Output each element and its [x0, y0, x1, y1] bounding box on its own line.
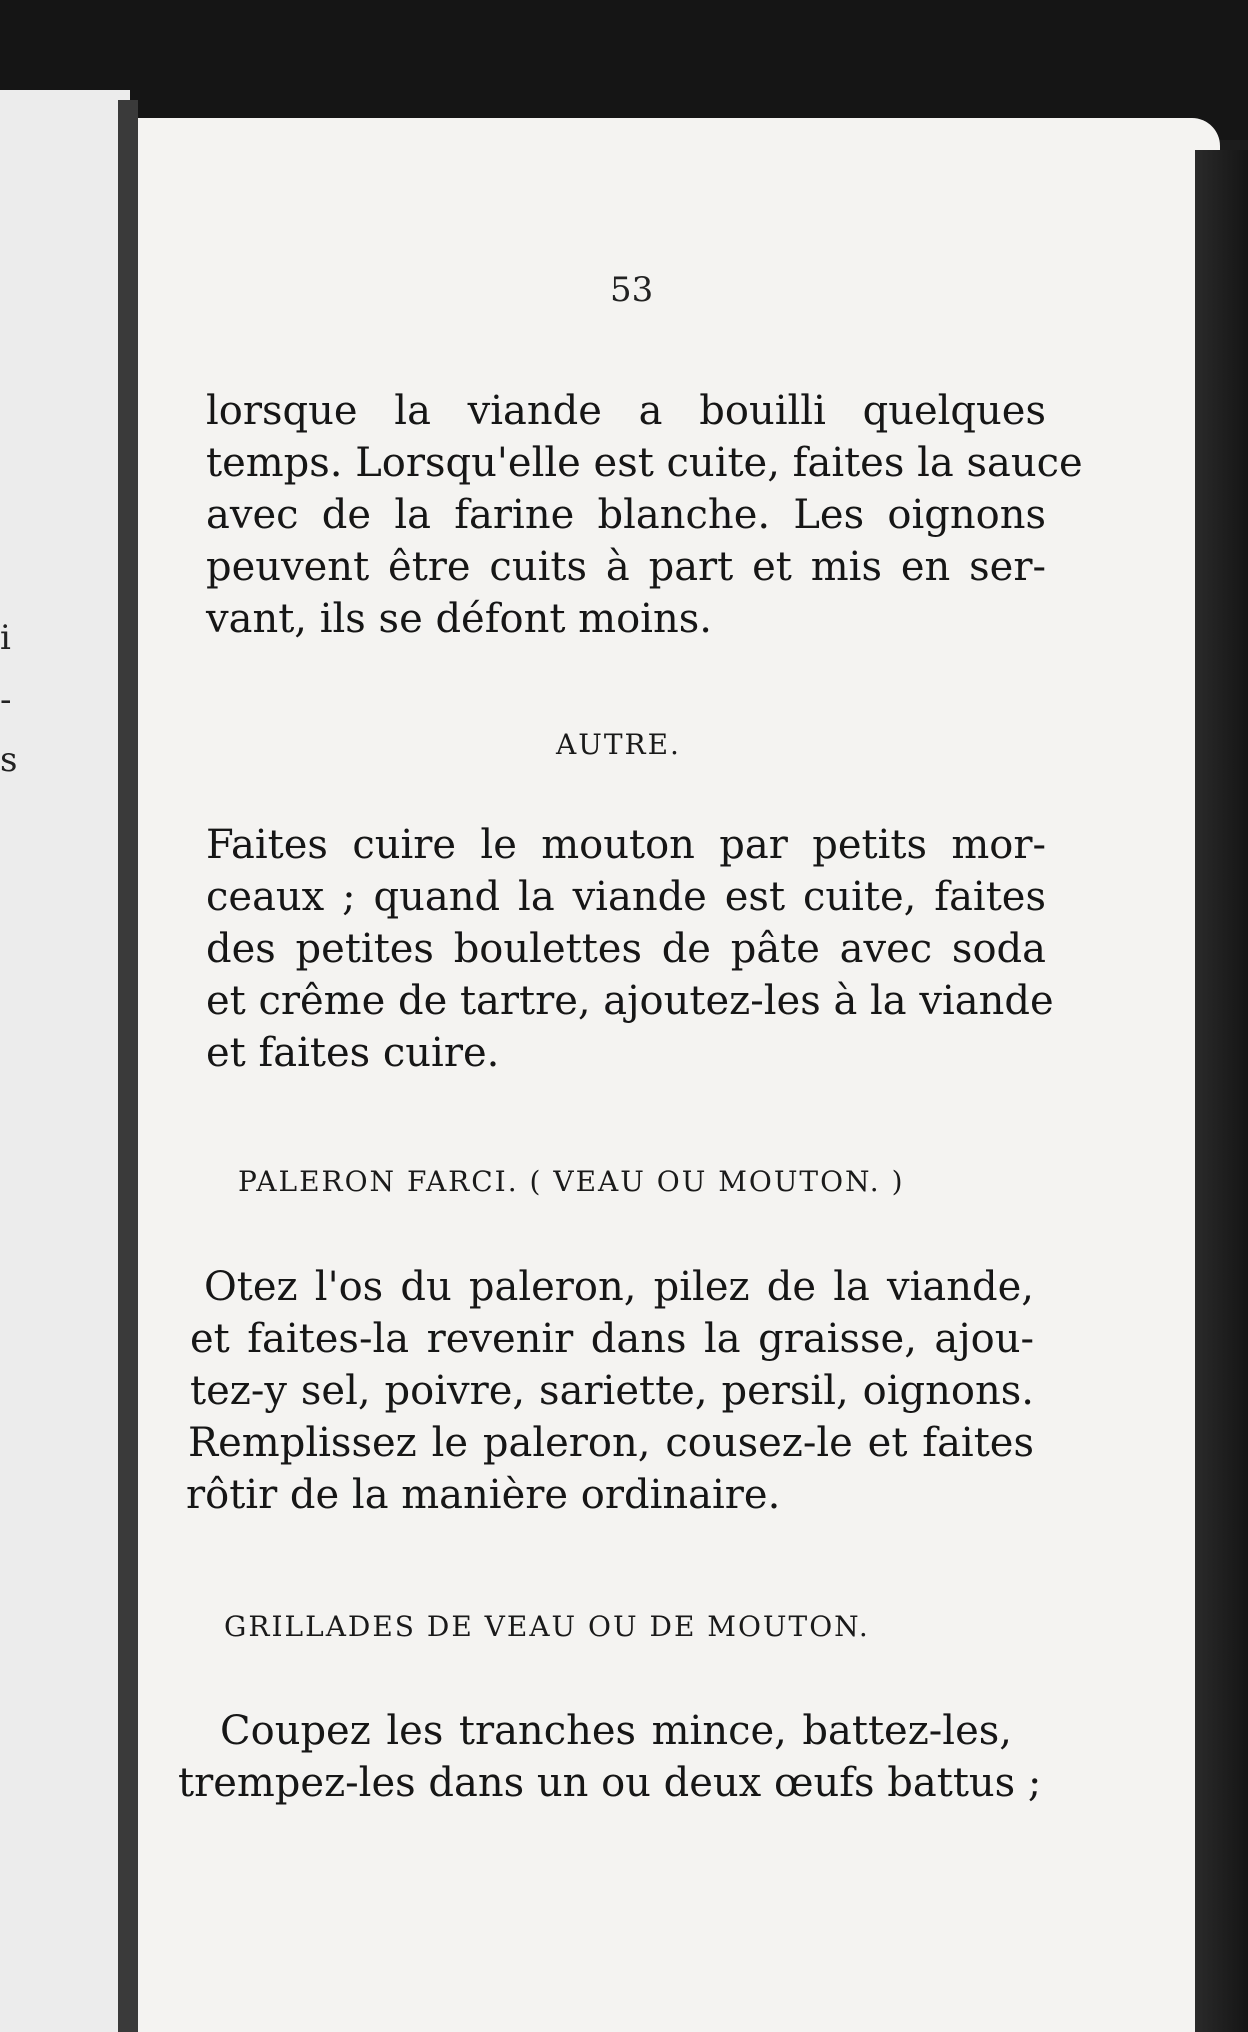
left-page-edge	[0, 90, 130, 2032]
body-line: lorsque la viande a bouilli quelques	[206, 388, 1046, 434]
body-line: et faites cuire.	[206, 1030, 500, 1076]
left-page-fragment: s	[0, 740, 18, 780]
section-heading: PALERON FARCI. ( VEAU OU MOUTON. )	[238, 1165, 905, 1198]
left-page-fragment: i	[0, 618, 11, 658]
book-gutter	[118, 100, 138, 2032]
body-line: des petites boulettes de pâte avec soda	[206, 926, 1046, 972]
body-line: avec de la farine blanche. Les oignons	[206, 492, 1046, 538]
body-line: Otez l'os du paleron, pilez de la viande,	[204, 1264, 1034, 1310]
page-number: 53	[610, 270, 654, 310]
body-line: rôtir de la manière ordinaire.	[186, 1472, 781, 1518]
body-line: vant, ils se défont moins.	[206, 596, 712, 642]
body-line: et faites-la revenir dans la graisse, ajou-	[190, 1316, 1034, 1362]
body-line: peuvent être cuits à part et mis en ser-	[206, 544, 1046, 590]
section-heading: AUTRE.	[556, 728, 681, 761]
page-stack-edge	[1195, 150, 1248, 2032]
body-line: Faites cuire le mouton par petits mor-	[206, 822, 1046, 868]
left-page-fragment: -	[0, 680, 12, 720]
body-line: trempez-les dans un ou deux œufs battus ;	[178, 1760, 1042, 1806]
body-line: Remplissez le paleron, cousez-le et faites	[188, 1420, 1034, 1466]
body-line: ceaux ; quand la viande est cuite, faites	[206, 874, 1046, 920]
body-line: tez-y sel, poivre, sariette, persil, oignons.	[190, 1368, 1034, 1414]
section-heading: GRILLADES DE VEAU OU DE MOUTON.	[224, 1610, 870, 1643]
body-line: Coupez les tranches mince, battez-les,	[220, 1708, 1012, 1754]
body-line: temps. Lorsqu'elle est cuite, faites la sauce	[206, 440, 1083, 486]
body-line: et crême de tartre, ajoutez-les à la viande	[206, 978, 1054, 1024]
